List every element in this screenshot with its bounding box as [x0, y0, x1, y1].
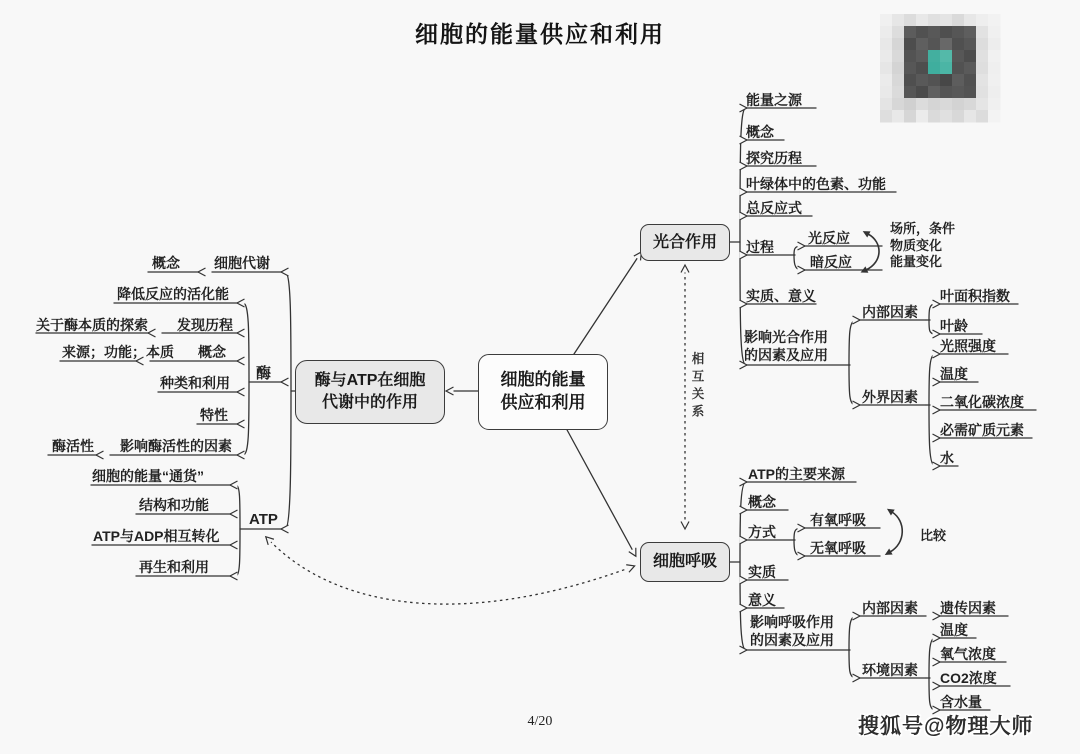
atp-label: ATP [249, 511, 278, 528]
resp-temperature-label: 温度 [940, 622, 968, 638]
photosynthesis-label: 光合作用 [652, 233, 717, 251]
photo-equation-label: 总反应式 [746, 200, 802, 216]
respiration-node [640, 542, 730, 582]
photo-concept-label: 概念 [746, 124, 774, 140]
photosynthesis-node [640, 224, 730, 261]
dark-reaction-label: 暗反应 [810, 254, 852, 270]
central-topic-node [478, 354, 608, 430]
atp-currency-label: 细胞的能量“通货” [92, 468, 204, 484]
atp-regeneration-label: 再生和利用 [139, 559, 209, 575]
resp-co2-label: CO2浓度 [940, 670, 997, 686]
enzyme-traits-label: 特性 [200, 407, 228, 423]
enzyme-discovery-child-label: 关于酶本质的探索 [36, 317, 148, 333]
leaf-age-label: 叶龄 [940, 318, 968, 334]
metabolism-label: 细胞代谢 [214, 255, 270, 271]
oxygen-label: 氧气浓度 [940, 646, 996, 662]
enzyme-label: 酶 [256, 365, 272, 382]
light-intensity-label: 光照强度 [940, 338, 996, 354]
atp-conversion-label: ATP与ADP相互转化 [93, 528, 220, 544]
resp-atp-source-label: ATP的主要来源 [748, 466, 845, 482]
enzyme-reduce-energy-label: 降低反应的活化能 [117, 286, 229, 302]
respiration-label: 细胞呼吸 [652, 553, 717, 571]
page-number: 4/20 [527, 714, 553, 729]
photo-factors-line1: 影响光合作用 [744, 329, 828, 345]
central-topic-line2: 供应和利用 [500, 393, 586, 412]
process-note-2: 物质变化 [890, 237, 943, 253]
photo-external-label: 外界因素 [862, 389, 918, 405]
mutual-relation-label: 相互关系 [690, 352, 704, 422]
resp-significance-label: 意义 [748, 592, 776, 608]
photo-process-label: 过程 [746, 239, 774, 255]
photo-internal-label: 内部因素 [862, 304, 918, 320]
genetic-label: 遗传因素 [940, 600, 996, 616]
resp-factors-line2: 的因素及应用 [750, 632, 834, 648]
process-notes [890, 221, 955, 271]
photo-temperature-label: 温度 [940, 366, 968, 382]
central-topic-line1: 细胞的能量 [500, 370, 586, 390]
enzyme-concept-label: 概念 [198, 344, 226, 360]
enzyme-discovery-label: 发现历程 [177, 317, 233, 333]
photo-energy-source-label: 能量之源 [746, 92, 802, 108]
enzyme-atp-node [295, 360, 445, 424]
photo-essence-label: 实质、意义 [746, 288, 816, 304]
resp-internal-label: 内部因素 [862, 600, 918, 616]
compare-label: 比较 [920, 528, 947, 543]
watermark-text: 搜狐号@物理大师 [858, 715, 1034, 738]
enzyme-atp-line2: 代谢中的作用 [321, 394, 418, 411]
water-content-label: 含水量 [940, 694, 982, 710]
minerals-label: 必需矿质元素 [940, 422, 1024, 438]
resp-concept-label: 概念 [748, 494, 776, 510]
resp-essence-label: 实质 [748, 564, 776, 580]
atp-structure-label: 结构和功能 [139, 497, 209, 513]
photo-pigments-label: 叶绿体中的色素、功能 [746, 176, 886, 192]
photo-factors-line2: 的因素及应用 [744, 347, 828, 363]
leaf-index-label: 叶面积指数 [940, 288, 1010, 304]
page-title: 细胞的能量供应和利用 [415, 21, 665, 47]
enzyme-concept-child-label: 来源；功能；本质 [62, 344, 174, 360]
pixelated-logo [880, 14, 1001, 123]
enzyme-activity-label: 酶活性 [52, 438, 94, 454]
resp-modes-label: 方式 [748, 524, 776, 540]
resp-factors-line1: 影响呼吸作用 [750, 614, 834, 630]
metabolism-concept-label: 概念 [152, 255, 180, 271]
photo-water-label: 水 [940, 450, 954, 466]
process-note-3: 能量变化 [890, 254, 943, 269]
enzyme-types-label: 种类和利用 [160, 375, 230, 391]
photo-history-label: 探究历程 [746, 150, 802, 166]
enzyme-atp-line1: 酶与ATP在细胞 [314, 372, 426, 390]
light-reaction-label: 光反应 [808, 230, 850, 246]
photo-co2-label: 二氧化碳浓度 [940, 394, 1024, 410]
process-note-1: 场所，条件 [890, 221, 956, 236]
anaerobic-label: 无氧呼吸 [810, 540, 866, 556]
aerobic-label: 有氧呼吸 [810, 512, 866, 528]
environment-label: 环境因素 [862, 662, 918, 678]
enzyme-factors-label: 影响酶活性的因素 [120, 438, 232, 454]
